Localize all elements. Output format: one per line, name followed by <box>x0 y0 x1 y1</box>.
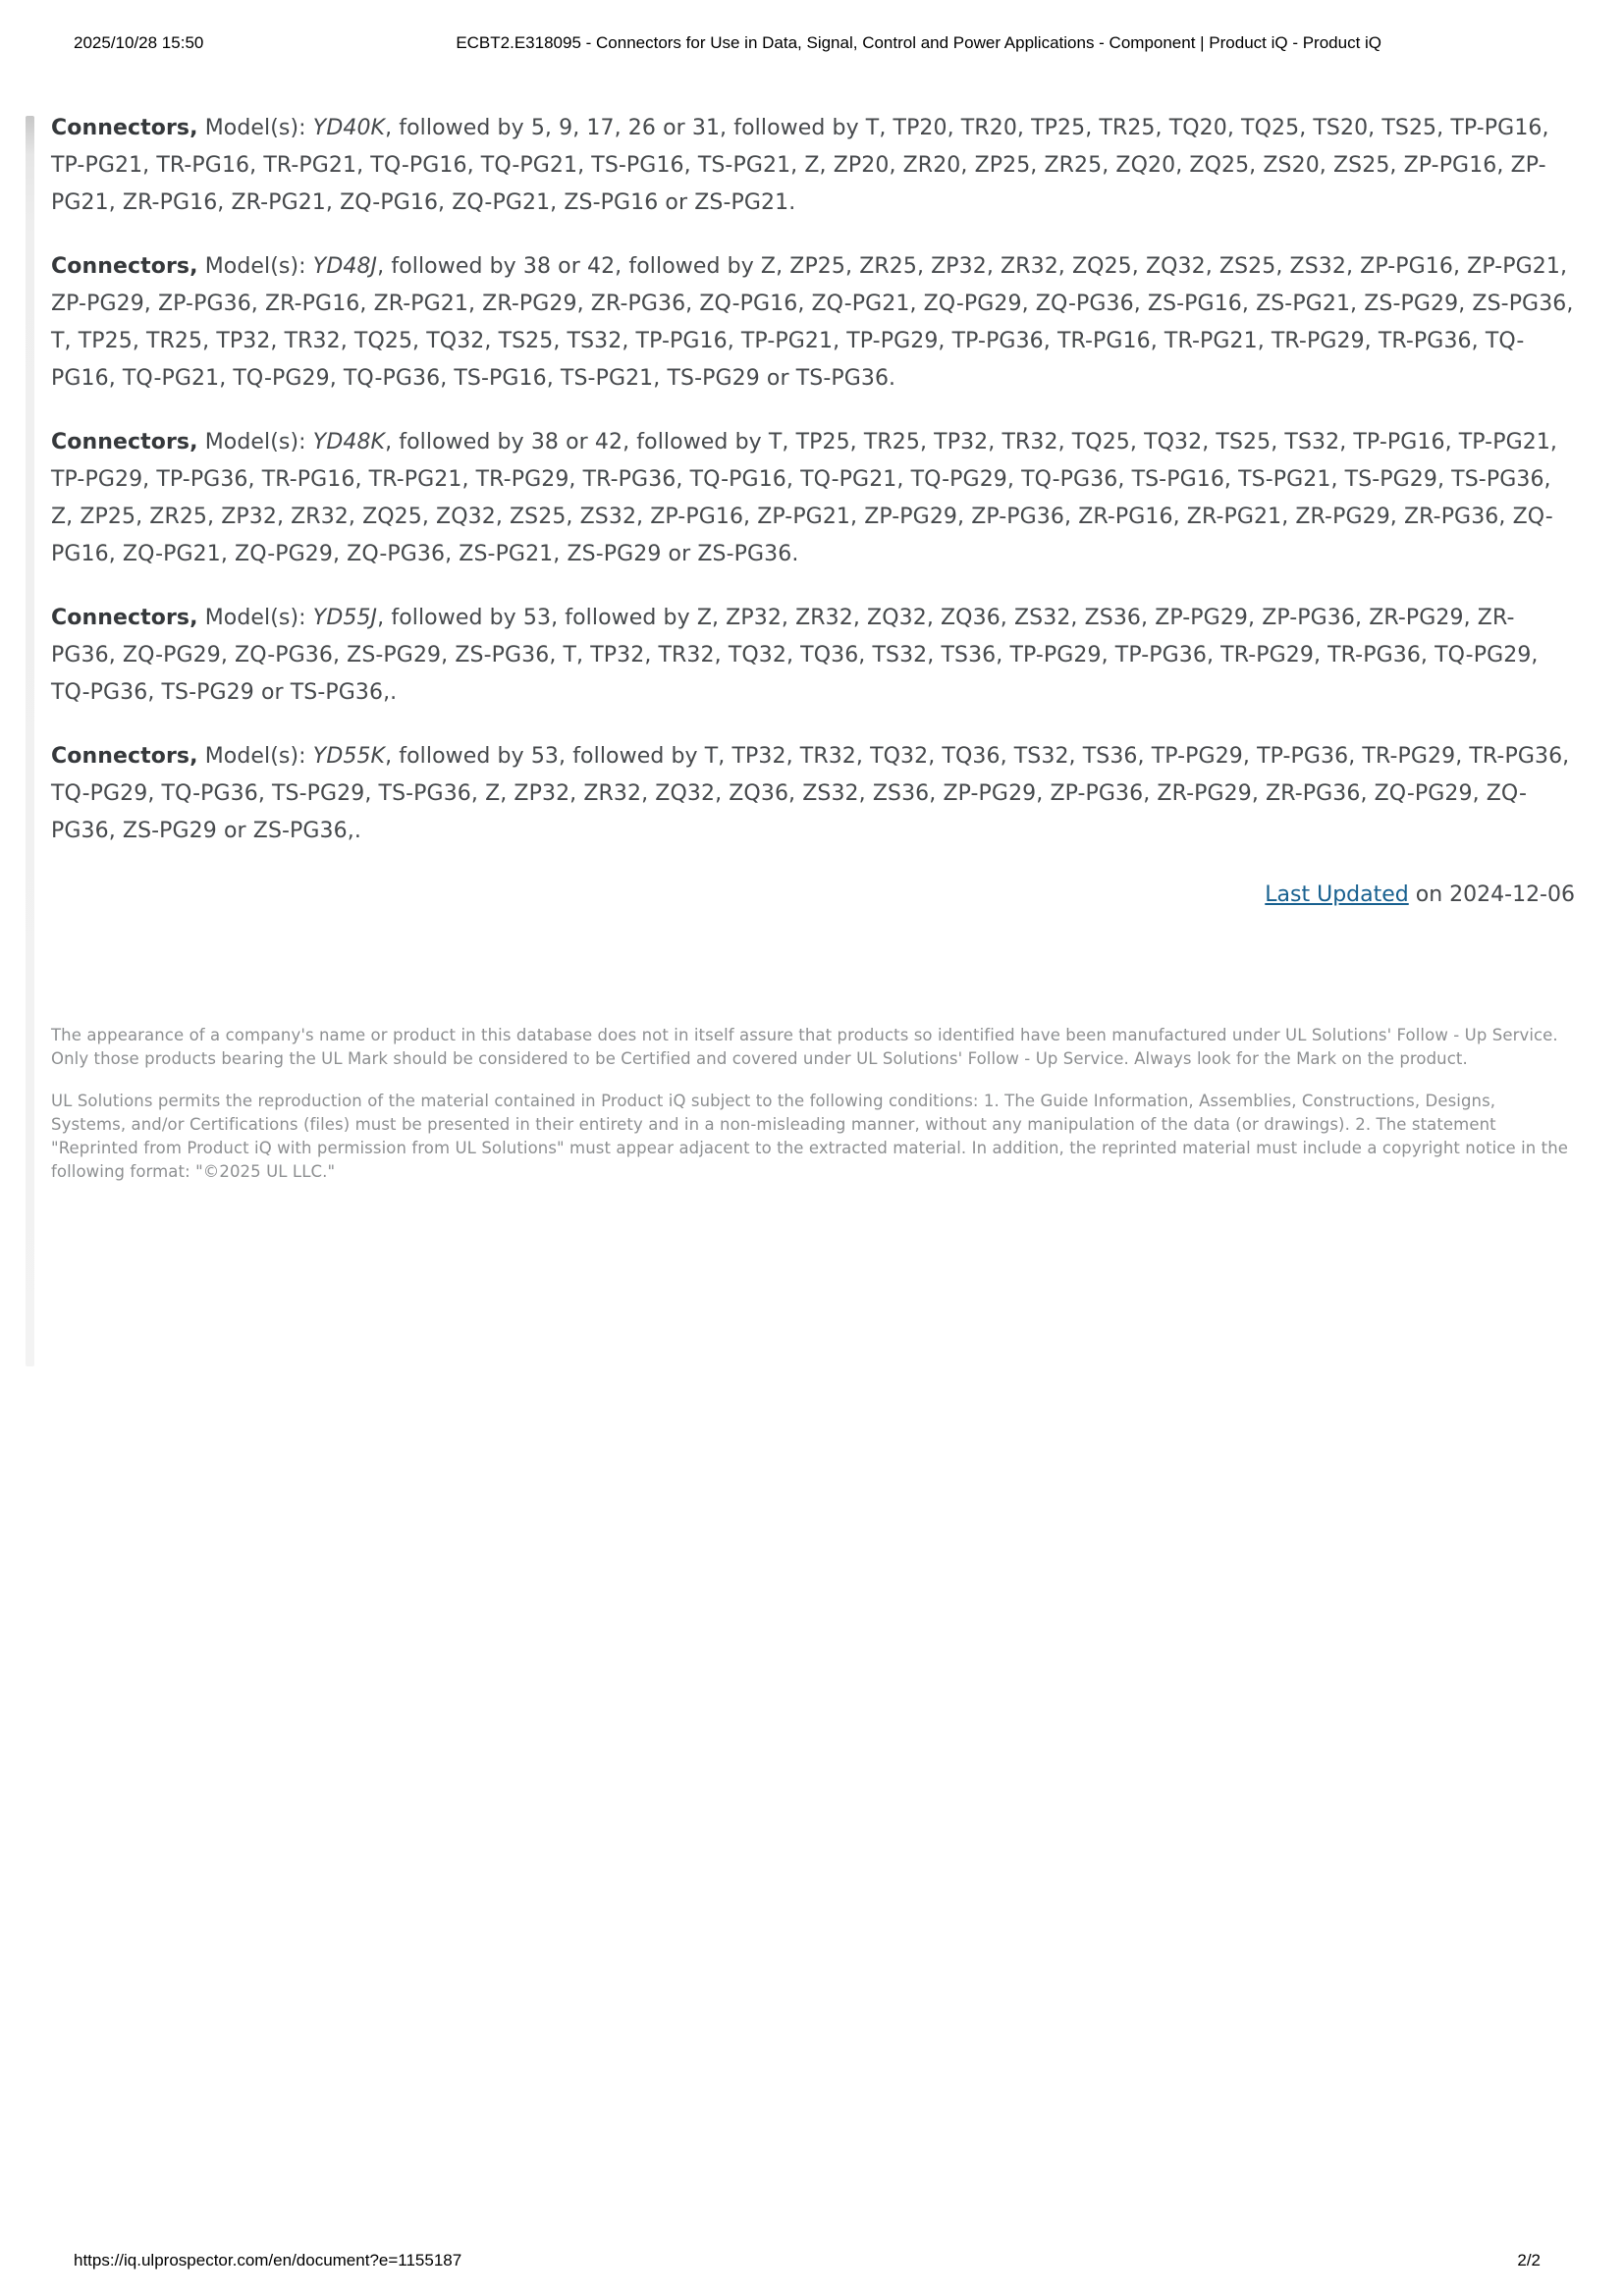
model-name: YD48J <box>312 254 378 279</box>
last-updated-link[interactable]: Last Updated <box>1265 882 1409 907</box>
models-label: Model(s): <box>204 116 306 140</box>
print-title: ECBT2.E318095 - Connectors for Use in Data, Signal, Control and Power Applications - Component | Product iQ - Product iQ <box>456 33 1382 52</box>
model-paragraph <box>51 600 1575 712</box>
paragraph-lead: Connectors, <box>51 606 198 630</box>
print-footer <box>74 2251 1541 2270</box>
paragraph-lead: Connectors, <box>51 254 198 279</box>
page-number: 2/2 <box>1517 2251 1541 2269</box>
model-name: YD55K <box>312 744 386 769</box>
paragraph-lead: Connectors, <box>51 744 198 769</box>
paragraph-lead: Connectors, <box>51 116 198 140</box>
last-updated-line <box>51 877 1575 914</box>
model-name: YD40K <box>312 116 386 140</box>
disclaimer-section <box>51 1024 1575 1184</box>
document-content <box>51 110 1575 1202</box>
model-list: , followed by 38 or 42, followed by Z, ZP25, ZR25, ZP32, ZR32, ZQ25, ZQ32, ZS25, ZS32, ZP-PG16, ZP-PG21, ZP-PG29, ZP-PG36, ZR-PG16, ZR-PG21, ZR-PG29, ZR-PG36, ZQ-PG16, ZQ-PG21, ZQ-PG29, ZQ-PG36, ZS-PG16, ZS-PG21, ZS-PG29, ZS-PG36, T, TP25, TR25, TP32, TR32, TQ25, TQ32, TS25, TS32, TP-PG16, TP-PG21, TP-PG29, TP-PG36, TR-PG16, TR-PG21, TR-PG29, TR-PG36, TQ-PG16, TQ-PG21, TQ-PG29, TQ-PG36, TS-PG16, TS-PG21, TS-PG29 or TS-PG36. <box>51 254 1574 391</box>
paragraph-lead: Connectors, <box>51 430 198 454</box>
model-paragraph <box>51 110 1575 222</box>
models-label: Model(s): <box>204 606 306 630</box>
last-updated-date: on 2024-12-06 <box>1408 882 1575 907</box>
print-header <box>0 33 1624 53</box>
disclaimer-paragraph: UL Solutions permits the reproduction of the material contained in Product iQ subject to the following conditions: 1. The Guide Information, Assemblies, Constructions, Designs, Systems, and/or Certifications (files) must be presented in their entirety and in a non-misleading manner, without any manipulation of the data (or drawings). 2. The statement "Reprinted from Product iQ with permission from UL Solutions" must appear adjacent to the extracted material. In addition, the reprinted material must include a copyright notice in the following format: "©2025 UL LLC." <box>51 1092 1569 1181</box>
model-paragraph <box>51 424 1575 573</box>
model-paragraph <box>51 248 1575 398</box>
model-list: , followed by 53, followed by T, TP32, TR32, TQ32, TQ36, TS32, TS36, TP-PG29, TP-PG36, TR-PG29, TR-PG36, TQ-PG29, TQ-PG36, TS-PG29, TS-PG36, Z, ZP32, ZR32, ZQ32, ZQ36, ZS32, ZS36, ZP-PG29, ZP-PG36, ZR-PG29, ZR-PG36, ZQ-PG29, ZQ-PG36, ZS-PG29 or ZS-PG36,. <box>51 744 1570 843</box>
print-datetime: 2025/10/28 15:50 <box>74 33 204 52</box>
model-paragraph <box>51 738 1575 850</box>
model-name: YD55J <box>312 606 378 630</box>
models-label: Model(s): <box>204 744 306 769</box>
page-edge-strip <box>26 116 34 1366</box>
models-label: Model(s): <box>204 254 306 279</box>
model-name: YD48K <box>312 430 386 454</box>
model-list: , followed by 53, followed by Z, ZP32, ZR32, ZQ32, ZQ36, ZS32, ZS36, ZP-PG29, ZP-PG36, ZR-PG29, ZR-PG36, ZQ-PG29, ZQ-PG36, ZS-PG29, ZS-PG36, T, TP32, TR32, TQ32, TQ36, TS32, TS36, TP-PG29, TP-PG36, TR-PG29, TR-PG36, TQ-PG29, TQ-PG36, TS-PG29 or TS-PG36,. <box>51 606 1539 705</box>
disclaimer-paragraph: The appearance of a company's name or product in this database does not in itself assure that products so identified have been manufactured under UL Solutions' Follow - Up Service. Only those products bearing the UL Mark should be considered to be Certified and covered under UL Solutions' Follow - Up Service. Always look for the Mark on the product. <box>51 1026 1558 1068</box>
models-label: Model(s): <box>204 430 306 454</box>
model-list: , followed by 5, 9, 17, 26 or 31, followed by T, TP20, TR20, TP25, TR25, TQ20, TQ25, TS20, TS25, TP-PG16, TP-PG21, TR-PG16, TR-PG21, TQ-PG16, TQ-PG21, TS-PG16, TS-PG21, Z, ZP20, ZR20, ZP25, ZR25, ZQ20, ZQ25, ZS20, ZS25, ZP-PG16, ZP-PG21, ZR-PG16, ZR-PG21, ZQ-PG16, ZQ-PG21, ZS-PG16 or ZS-PG21. <box>51 116 1549 215</box>
model-list: , followed by 38 or 42, followed by T, TP25, TR25, TP32, TR32, TQ25, TQ32, TS25, TS32, TP-PG16, TP-PG21, TP-PG29, TP-PG36, TR-PG16, TR-PG21, TR-PG29, TR-PG36, TQ-PG16, TQ-PG21, TQ-PG29, TQ-PG36, TS-PG16, TS-PG21, TS-PG29, TS-PG36, Z, ZP25, ZR25, ZP32, ZR32, ZQ25, ZQ32, ZS25, ZS32, ZP-PG16, ZP-PG21, ZP-PG29, ZP-PG36, ZR-PG16, ZR-PG21, ZR-PG29, ZR-PG36, ZQ-PG16, ZQ-PG21, ZQ-PG29, ZQ-PG36, ZS-PG21, ZS-PG29 or ZS-PG36. <box>51 430 1558 566</box>
source-url: https://iq.ulprospector.com/en/document?e=1155187 <box>74 2251 462 2269</box>
